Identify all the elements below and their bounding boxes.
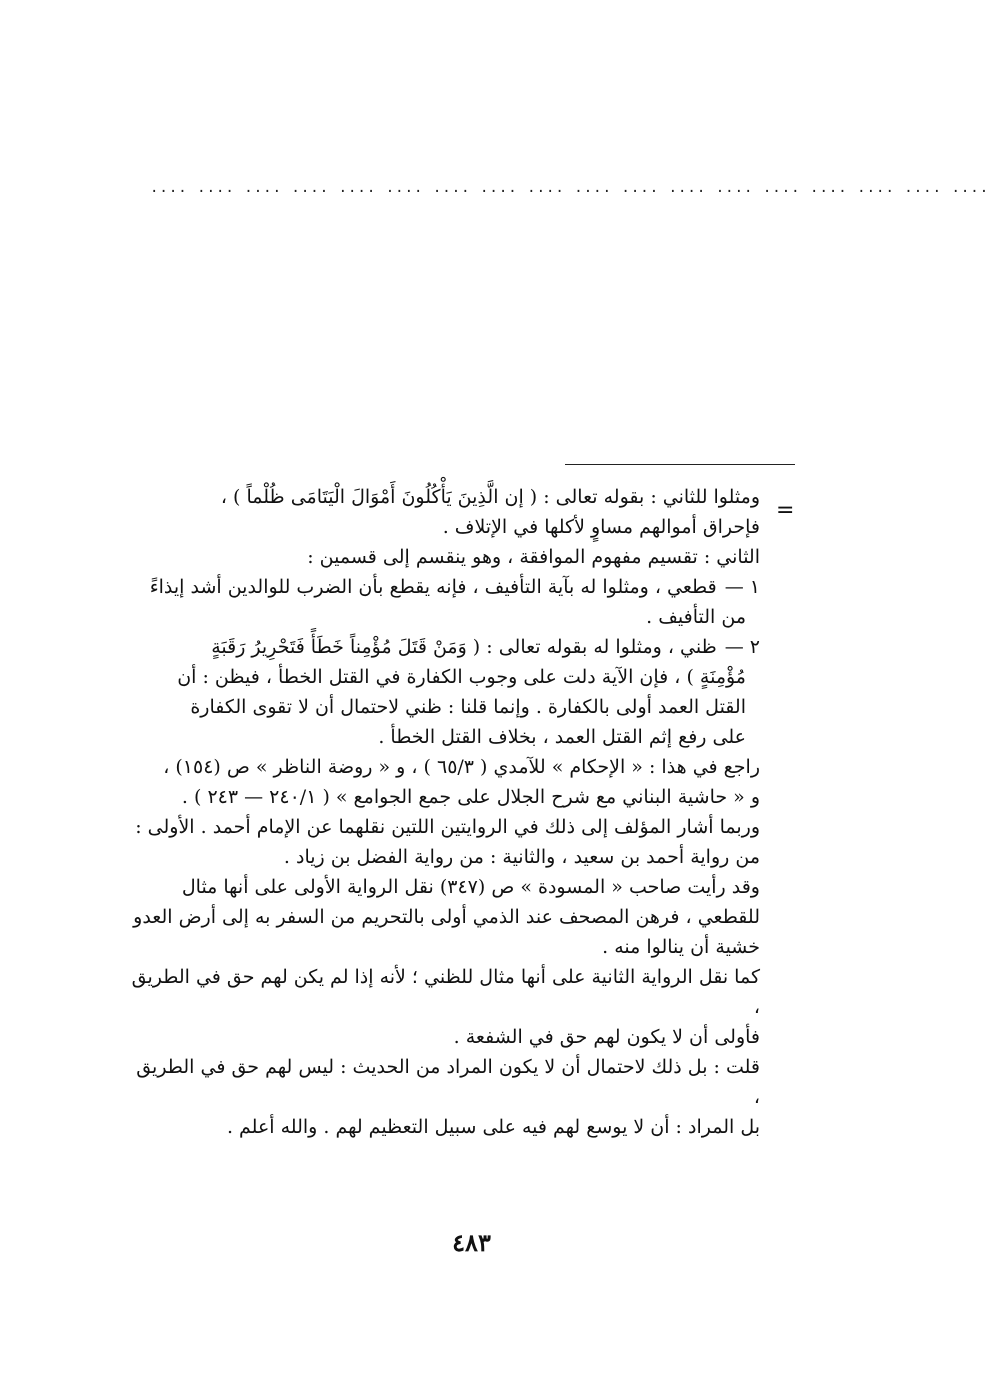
footnote-line [128, 962, 760, 1022]
footnote-line-text: ظني ، ومثلوا له بقوله تعالى : ( وَمَنْ قَتَلَ مُؤْمِناً خَطَأً فَتَحْرِيرُ رَقَبَةٍ [211, 636, 717, 658]
footnote-block [128, 482, 760, 1142]
footnote-line [128, 932, 760, 962]
footnote-line [128, 752, 760, 782]
footnote-line [128, 842, 760, 872]
footnote-line-text: راجع في هذا : « الإحكام » للآمدي ( ٦٥/٣ ) ، و « روضة الناظر » ص (١٥٤) ، [163, 756, 760, 778]
footnote-line [128, 692, 760, 722]
footnote-line-text: كما نقل الرواية الثانية على أنها مثال للظني ؛ لأنه إذا لم يكن لهم حق في الطريق ، [131, 966, 760, 1018]
footnote-line-text: من التأفيف . [646, 606, 746, 628]
footnote-line-text: و « حاشية البناني مع شرح الجلال على جمع الجوامع » ( ٢٤٠/١ — ٢٤٣ ) . [181, 786, 760, 808]
footnote-line-text: مُؤْمِنَةٍ ) ، فإن الآية دلت على وجوب الكفارة في القتل الخطأ ، فيظن : أن [177, 666, 746, 688]
footnote-line-text: للقطعي ، فرهن المصحف عند الذمي أولى بالتحريم من السفر به إلى أرض العدو [133, 906, 760, 928]
footnote-line [128, 812, 760, 842]
footnote-line [128, 512, 760, 542]
footnote-line [128, 1022, 760, 1052]
footnote-line-text: خشية أن ينالوا منه . [602, 936, 760, 958]
footnote-line-text: على رفع إثم القتل العمد ، بخلاف القتل الخطأ . [378, 726, 746, 748]
list-number: ١ — [724, 576, 760, 598]
footnote-line [128, 872, 760, 902]
footnote-line [128, 1112, 760, 1142]
footnote-line-text: القتل العمد أولى بالكفارة . وإنما قلنا : ظني لاحتمال أن لا تقوى الكفارة [190, 696, 746, 718]
footnote-line [128, 602, 760, 632]
footnote-line-text: من رواية أحمد بن سعيد ، والثانية : من رواية الفضل بن زياد . [283, 846, 760, 868]
footnote-line-text: وقد رأيت صاحب « المسودة » ص (٣٤٧) نقل الرواية الأولى على أنها مثال [181, 876, 760, 898]
list-number: ٢ — [724, 636, 760, 658]
footnote-line-text: ومثلوا للثاني : بقوله تعالى : ( إن الَّذِينَ يَأْكُلُونَ أَمْوَالَ الْيَتَامَى ظُلْماً ) ، [220, 486, 760, 508]
footnote-line-text: الثاني : تقسيم مفهوم الموافقة ، وهو ينقسم إلى قسمين : [307, 546, 760, 568]
footnote-rule [565, 464, 795, 465]
footnote-line [128, 902, 760, 932]
footnote-line-text: فأولى أن لا يكون لهم حق في الشفعة . [453, 1026, 760, 1048]
page-number: ٤٨٣ [452, 1228, 491, 1257]
footnote-line [128, 1052, 760, 1112]
footnote-line [128, 662, 760, 692]
footnote-line-text: فإحراق أموالهم مساوٍ لأكلها في الإتلاف . [442, 516, 760, 538]
footnote-line-text: قلت : بل ذلك لاحتمال أن لا يكون المراد من الحديث : ليس لهم حق في الطريق ، [136, 1056, 760, 1108]
footnote-line [128, 572, 760, 602]
footnote-line [128, 782, 760, 812]
separator-dots: .... .... .... .... .... .... .... .... .... .... .... .... .... .... .... .... .... .... [150, 180, 989, 196]
footnote-line [128, 722, 760, 752]
footnote-line [128, 542, 760, 572]
footnote-line [128, 632, 760, 662]
footnote-line-text: بل المراد : أن لا يوسع لهم فيه على سبيل التعظيم لهم . والله أعلم . [226, 1116, 760, 1138]
continuation-mark: = [776, 498, 795, 523]
footnote-line-text: وربما أشار المؤلف إلى ذلك في الروايتين اللتين نقلهما عن الإمام أحمد . الأولى : [135, 816, 760, 838]
footnote-line [128, 482, 760, 512]
footnote-line-text: قطعي ، ومثلوا له بآية التأفيف ، فإنه يقطع بأن الضرب للوالدين أشد إيذاءً [149, 576, 717, 598]
